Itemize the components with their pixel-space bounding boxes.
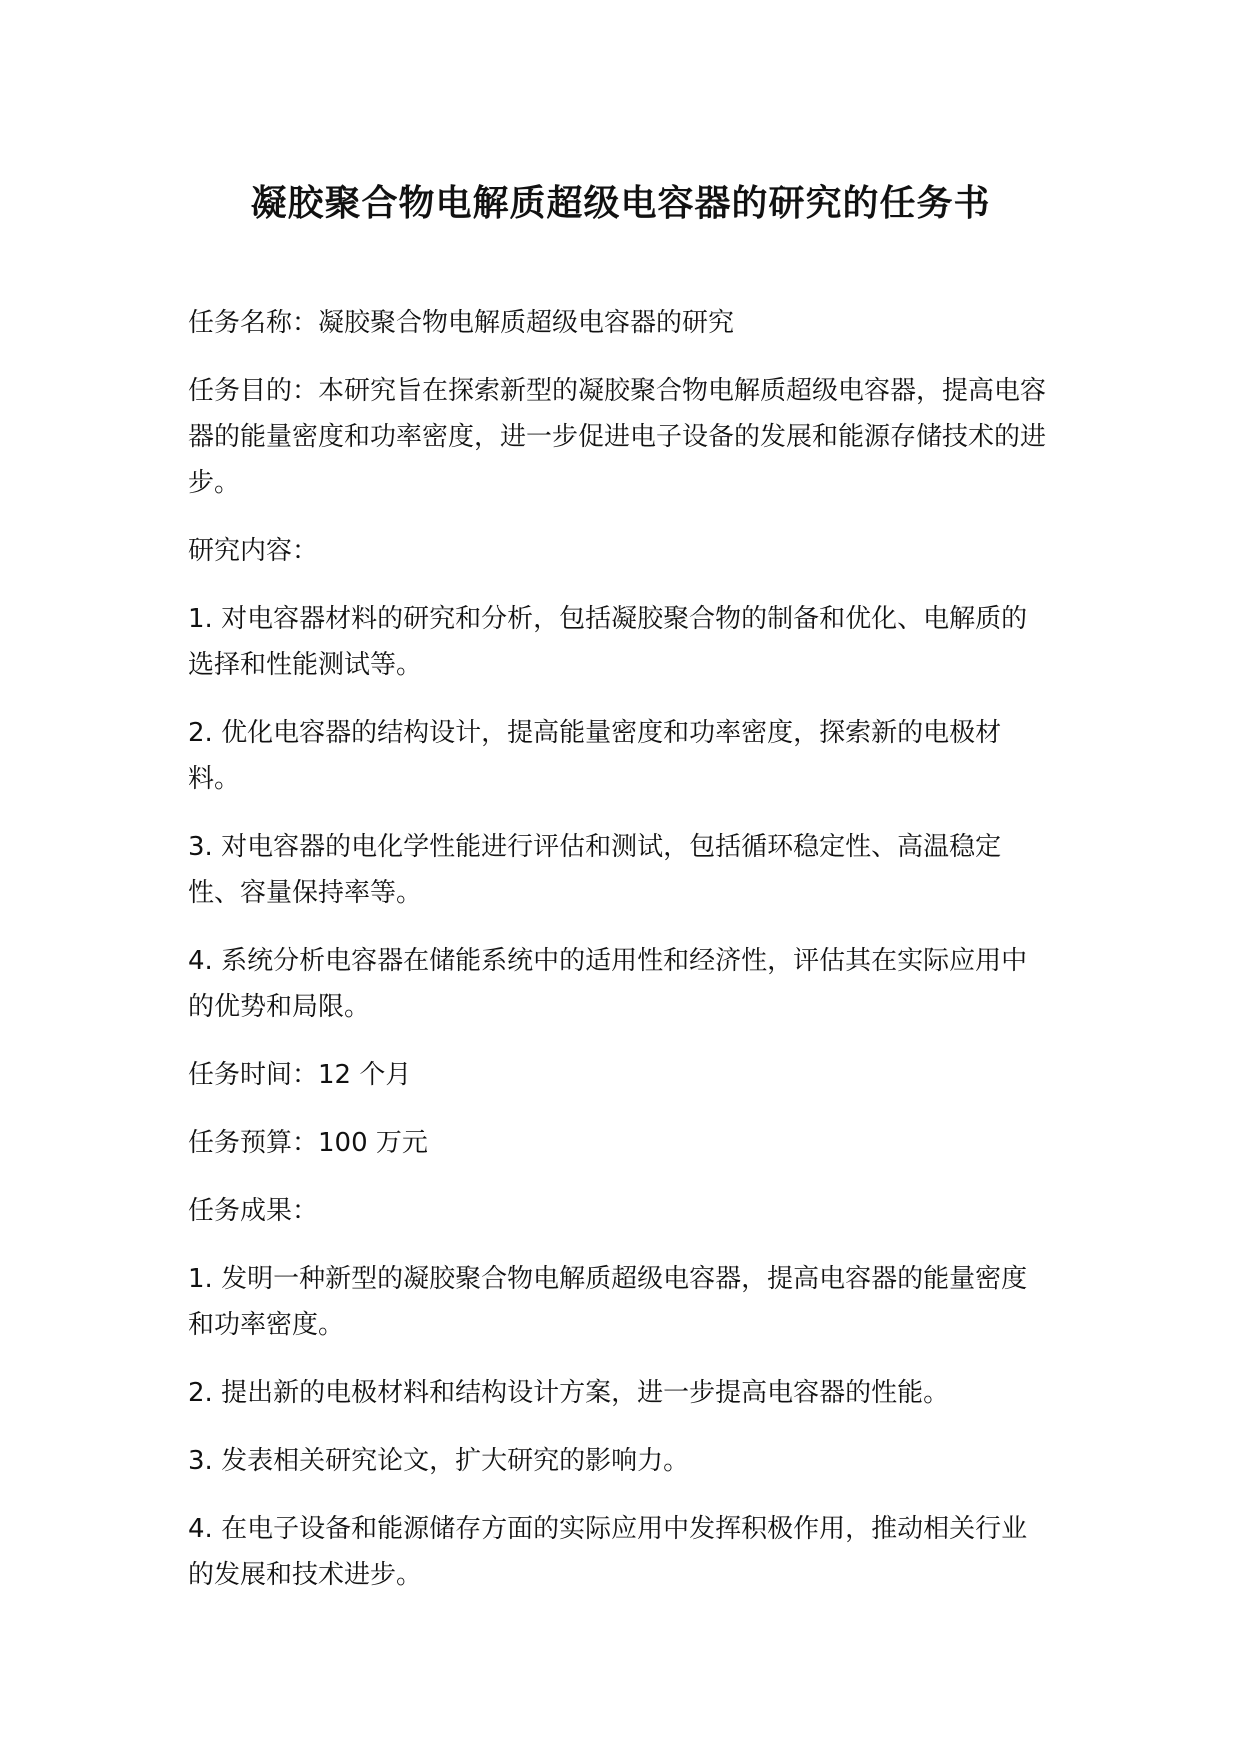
research-item-4: 4. 系统分析电容器在储能系统中的适用性和经济性，评估其在实际应用中的优势和局限。 — [188, 946, 1028, 1022]
document-body — [188, 300, 1053, 1598]
research-item-2: 2. 优化电容器的结构设计，提高能量密度和功率密度，探索新的电极材料。 — [188, 718, 1002, 794]
result-item-1: 1. 发明一种新型的凝胶聚合物电解质超级电容器，提高电容器的能量密度和功率密度。 — [188, 1264, 1028, 1340]
task-purpose-paragraph: 任务目的：本研究旨在探索新型的凝胶聚合物电解质超级电容器，提高电容器的能量密度和功率密度，进一步促进电子设备的发展和能源存储技术的进步。 — [188, 376, 1047, 498]
task-budget-paragraph: 任务预算：100 万元 — [188, 1128, 428, 1158]
task-time-paragraph: 任务时间：12 个月 — [188, 1060, 412, 1090]
task-name-paragraph: 任务名称：凝胶聚合物电解质超级电容器的研究 — [188, 308, 735, 338]
document-title: 凝胶聚合物电解质超级电容器的研究的任务书 — [250, 183, 991, 224]
research-item-3: 3. 对电容器的电化学性能进行评估和测试，包括循环稳定性、高温稳定性、容量保持率等。 — [188, 832, 1002, 908]
result-item-3: 3. 发表相关研究论文，扩大研究的影响力。 — [188, 1446, 690, 1476]
result-item-4: 4. 在电子设备和能源储存方面的实际应用中发挥积极作用，推动相关行业的发展和技术进步。 — [188, 1514, 1028, 1590]
research-item-1: 1. 对电容器材料的研究和分析，包括凝胶聚合物的制备和优化、电解质的选择和性能测试等。 — [188, 604, 1028, 680]
result-item-2: 2. 提出新的电极材料和结构设计方案，进一步提高电容器的性能。 — [188, 1378, 950, 1408]
task-results-heading: 任务成果： — [188, 1196, 319, 1226]
research-content-heading: 研究内容： — [188, 536, 319, 566]
